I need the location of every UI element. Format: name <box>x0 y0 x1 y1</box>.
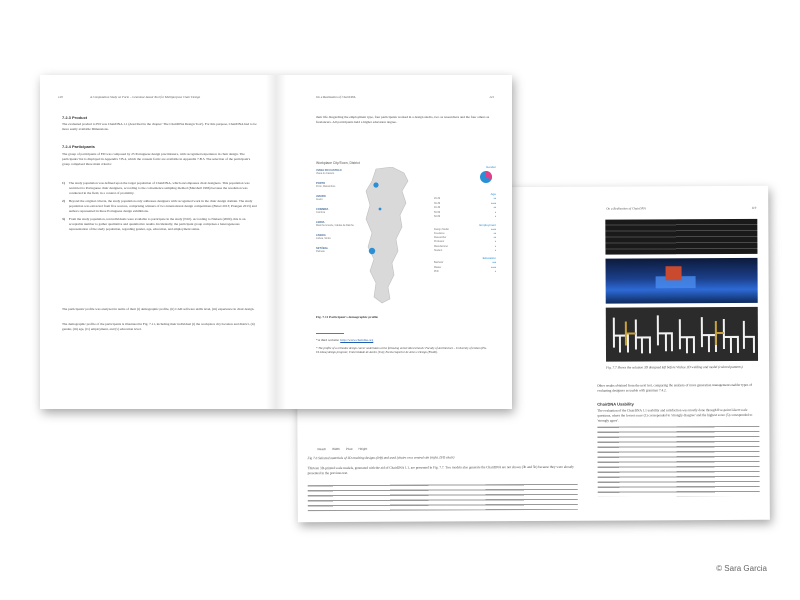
back-right-page <box>584 186 770 521</box>
figure-render-grey <box>605 219 757 255</box>
map-location: VIANA DO CASTELO Viana do Castelo <box>316 169 342 175</box>
table-fragment <box>317 447 367 451</box>
section-participants-title: 7.2.4 Participants <box>62 144 95 149</box>
back-left-figure-caption: Fig 7.6 Selected materials of 3D resulting designs (left) and used (chairs on a central site (right, D/D chair) <box>307 455 455 461</box>
panel-gender-title: Gender <box>485 165 496 169</box>
criteria-list <box>62 181 258 232</box>
front-left-header-title: A Computation Study on Form – Grammar-based Tool for Multipurpose Chair Design <box>90 95 201 99</box>
footnote-text: * The profile of a orthodox design career undertaken at the following universities/schools: Faculty of Architecture – University of Lisbon (FA-ULisboa) design program; Universidade de Aveiro (UA); Escola Superior de Artes e Design (ESAD). <box>316 346 487 355</box>
map-dot-porto <box>373 182 378 187</box>
back-right-page-number: 119 <box>751 205 757 210</box>
figure-chair-models-photo <box>606 307 758 362</box>
back-left-body-excerpt: Thirteen 3D-printed scale models, generated with the aid of ChairDNA 1.1, are presented in Fig. 7.7. Two models also generate the ChairDNA are not shown (3b and 5b) because they were already presented in the previous test. <box>307 464 574 476</box>
list-item-text: Beyond the original criteria, the study population only addresses designers with recognized work in the chair design domain. The study population was extracted from five sources, comprising winners of two international design competitions (Buvet 2013; Prangen 2013) and authors represented in three Portuguese design exhibitions. <box>68 199 257 213</box>
map-location: SETÚBAL Palmela <box>316 247 329 253</box>
chair-models-svg <box>606 307 758 362</box>
gender-pie <box>434 169 496 185</box>
list-item: 1) The study population was defined upon the target population of ChairDNA, which encompasses chair designers. This population was restricted to Portuguese chair designers, according to the convenience sampling method (Marshall 1996) because the resolution was conducted in the field, in a context of proximity. <box>62 181 258 196</box>
map-location: PORTO Porto, Matosinhos <box>316 182 336 188</box>
section-participants-text: The group of participants of ED was composed by 25 Portuguese design practitioners, with recognized experience in chair design. The participants' list is displayed in Appendix 7.B.4, which the consent form: are available in Appendix 7.B.5. The selection of the participant's group comprised three main criteria: <box>62 152 251 166</box>
map-location: LISBOA Lisboa, Sintra <box>316 234 331 240</box>
footnote-rule <box>316 333 344 334</box>
footnote-link-line <box>316 338 492 343</box>
map-location: LEIRIA Marinha Grande, Caldas da Rainha <box>316 221 354 227</box>
map-location: AVEIRO Aveiro <box>316 195 326 201</box>
employment-rows: Design Studio ♦♦♦♦ Freelance ♦♦ Researcher ♦♦ Professor ♦ Manufacturer ♦ Student ♦ <box>434 227 496 252</box>
stats-panels <box>434 165 496 274</box>
table-col-height: Height <box>358 446 368 451</box>
table-col-reach: Reach <box>317 447 327 452</box>
front-right-intro-text: their life. Regarding the employment type, four participants worked in a design studio, two as researchers and the four others as freelancers. All participants held a higher education degree. <box>316 115 490 124</box>
section-product-text: The evaluated product is ED was ChairDNA 1.1 (described in the chapter 'The ChairDNA Design Tool'). For this purpose, ChairDNA had to be more easily available Dimensions. <box>62 122 257 131</box>
demographic-infographic <box>316 161 496 311</box>
map-title: Workplace City/Town, District <box>316 161 360 165</box>
front-left-page <box>40 75 276 409</box>
front-spread <box>40 75 512 409</box>
back-right-text-lines <box>597 426 759 497</box>
back-right-figure-caption: Fig. 7.7 Shows the solution 3D designed left before Vlahos 3D welding and model (colored patterns) <box>606 364 743 370</box>
back-left-text-lines <box>308 484 578 511</box>
portugal-map <box>362 167 422 307</box>
map-locations <box>316 169 366 253</box>
front-right-page <box>276 75 512 409</box>
footnote-link-label: *A third website: <box>316 338 340 342</box>
front-right-page-number: 121 <box>489 95 494 99</box>
front-right-header-title: On a Realization of ChairDNA <box>316 95 356 99</box>
age-rows: 20-29 ♦♦ 30-39 ♦♦♦♦ 40-49 ♦♦ 50-59 ♦ 60-69 ♦ <box>434 197 496 218</box>
list-item-text: From the study population, ten individuals were available to participate in the study (N10). According to Nielsen (2000), this is an acceptable number to gather qualitative and quantitative results. Incidentally, the participant group comprises a heterogeneous representation of the study population, regarding gender, age, education, and employment status. <box>68 217 246 231</box>
panel-age-title: Age <box>490 192 496 196</box>
list-item: 3) From the study population, ten individuals were available to participate in the study (N10). According to Nielsen (2000), this is an acceptable number to gather qualitative and quantitative results. Incidentally, the participant group comprises a heterogeneous representation of the study population, regarding gender, age, education, and employment status. <box>62 217 258 232</box>
figure-caption-participants: Fig. 7.11 Participant's demographic profile <box>316 315 378 319</box>
back-right-body-excerpt: Other results obtained from the next test, comparing the analysis of more generation management enabler types of evaluating designers as usable with grammar 7.4.2. <box>597 382 753 393</box>
map-dot-lisboa <box>369 248 375 254</box>
list-item: 2) Beyond the original criteria, the study population only addresses designers with recognized work in the chair design domain. The study population was extracted from five sources, comprising winners of two international design competitions (Buvet 2013; Prangen 2013) and authors represented in three Portuguese design exhibitions. <box>62 199 257 213</box>
footnote-link[interactable]: http://www.chairdna.org <box>340 338 374 342</box>
copyright-notice: © Sara Garcia <box>716 564 767 573</box>
front-left-page-number: 120 <box>58 95 63 99</box>
closing-paragraph-2: The demographic profile of the participants is illustrated in Fig. 7.11, including their individual (i) the workplace city/location and district, (ii) gender, (iii) age, (iv) employment, and (v) education level. <box>62 322 255 331</box>
section-product-title: 7.2.3 Product <box>62 115 88 120</box>
panel-education-title: Education <box>482 256 496 261</box>
map-dot-minor <box>379 208 382 211</box>
back-right-section-title: ChairDNA Usability <box>597 401 634 407</box>
back-right-usability-excerpt: The evaluation of the ChairDNA 1.1 usability and satisfaction was mostly done through five-point Likert scale questions, where the lowest score (1) corresponded to 'strongly disagree' and the highest score (5) corresponded to 'strongly agree'. <box>597 407 753 423</box>
back-right-header: On a Realization of ChairDNA <box>606 206 646 211</box>
table-col-pivot: Pivot <box>345 446 353 451</box>
table-col-width: Width <box>332 447 340 452</box>
map-location: COIMBRA Coimbra <box>316 208 329 214</box>
closing-paragraph-1: The participants' profile was analyzed in terms of their (i) demographic profile, (ii) CAD software skills level, (iii) experience in chair design. <box>62 307 255 311</box>
panel-employment-title: Employment <box>479 222 496 227</box>
list-item-text: The study population was defined upon the target population of ChairDNA, which encompasses chair designers. This population was restricted to Portuguese chair designers, according to the convenience sampling method (Marshall 1996) because the resolution was conducted in the field, in a context of proximity. <box>68 181 250 195</box>
figure-3d-printer-photo <box>606 258 758 304</box>
education-rows: Bachelor ♦♦♦ Master ♦♦♦♦ PhD ♦ <box>434 261 496 273</box>
